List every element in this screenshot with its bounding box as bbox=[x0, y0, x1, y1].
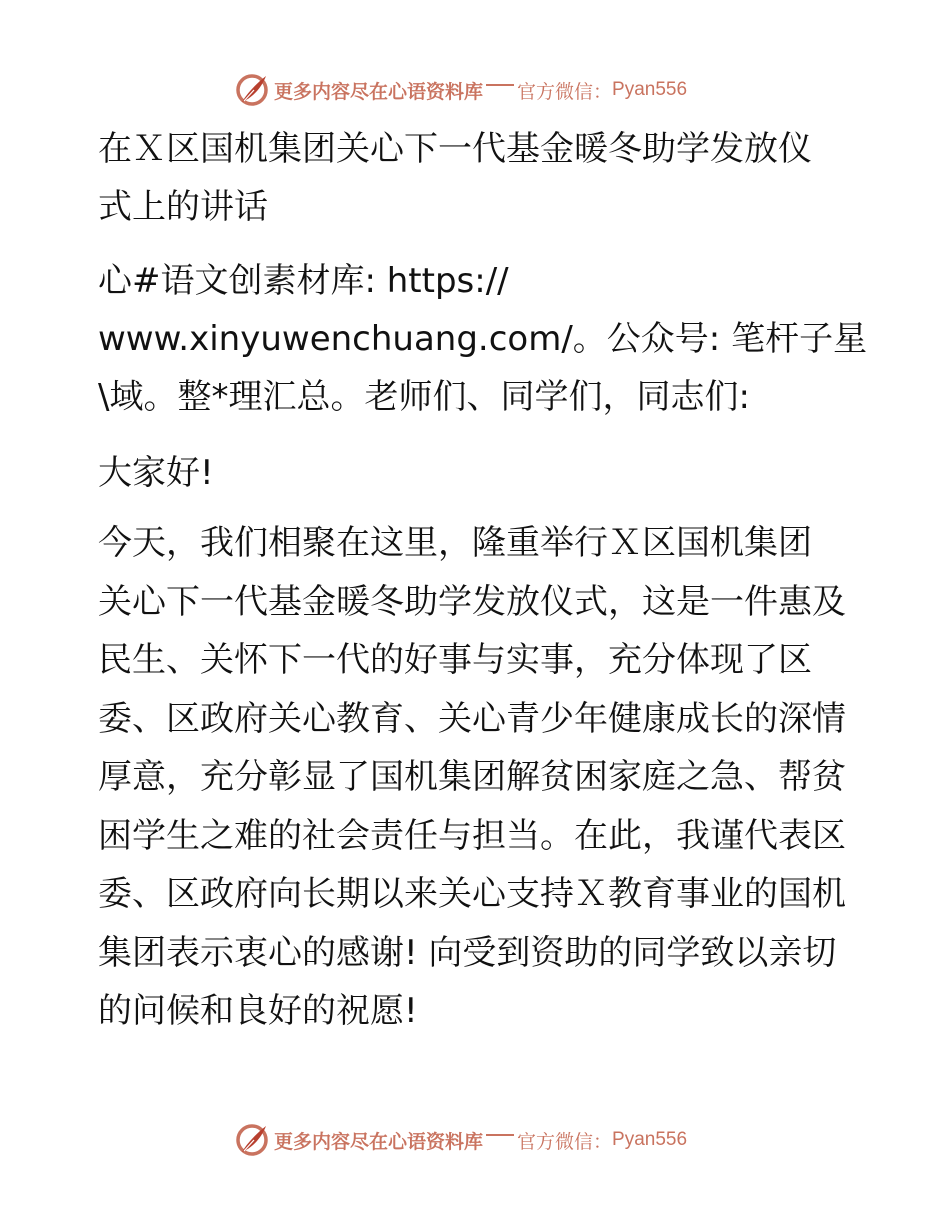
paragraph-line: 关心下一代基金暖冬助学发放仪式，这是一件惠及 bbox=[98, 581, 846, 622]
paragraph-line: 民生、关怀下一代的好事与实事，充分体现了区 bbox=[98, 640, 812, 680]
paragraph-line: 的问候和良好的祝愿! bbox=[98, 991, 418, 1031]
paragraph-line: 今天，我们相聚在这里，隆重举行Ｘ区国机集团 bbox=[98, 523, 812, 563]
greeting-line: 大家好! bbox=[98, 453, 214, 493]
paragraph-line: 委、区政府向长期以来关心支持Ｘ教育事业的国机 bbox=[98, 874, 846, 914]
body-paragraph bbox=[98, 514, 858, 1041]
source-line: 心#语文创素材库: https:// bbox=[98, 261, 509, 301]
banner-wechat-label: 官方微信： bbox=[517, 1130, 613, 1153]
header-banner bbox=[234, 70, 687, 110]
source-line: www.xinyuwenchuang.com/。公众号: 笔杆子星 bbox=[98, 319, 868, 359]
banner-dash bbox=[486, 1134, 514, 1136]
quill-pen-circle-icon bbox=[234, 72, 270, 108]
title-line: 在Ｘ区国机集团关心下一代基金暖冬助学发放仪 bbox=[98, 129, 812, 169]
banner-slogan: 更多内容尽在心语资料库 bbox=[274, 1130, 484, 1153]
document-title bbox=[98, 120, 858, 236]
title-line: 式上的讲话 bbox=[98, 187, 268, 227]
banner-wechat-id: Pyan556 bbox=[612, 79, 688, 100]
paragraph-line: 委、区政府关心教育、关心青少年健康成长的深情 bbox=[98, 698, 846, 739]
banner-wechat-id: Pyan556 bbox=[612, 1129, 688, 1150]
paragraph-line: 厚意，充分彰显了国机集团解贫困家庭之急、帮贫 bbox=[98, 757, 846, 797]
greeting bbox=[98, 444, 858, 502]
banner-slogan: 更多内容尽在心语资料库 bbox=[274, 80, 484, 103]
banner-wechat-label: 官方微信： bbox=[517, 80, 613, 103]
quill-pen-circle-icon bbox=[234, 1122, 270, 1158]
paragraph-line: 集团表示衷心的感谢! 向受到资助的同学致以亲切 bbox=[98, 932, 837, 973]
footer-banner bbox=[234, 1120, 687, 1160]
source-note bbox=[98, 252, 868, 426]
paragraph-line: 困学生之难的社会责任与担当。在此，我谨代表区 bbox=[98, 815, 846, 856]
source-line: \域。整*理汇总。老师们、同学们，同志们: bbox=[98, 377, 750, 417]
banner-dash bbox=[486, 84, 514, 86]
